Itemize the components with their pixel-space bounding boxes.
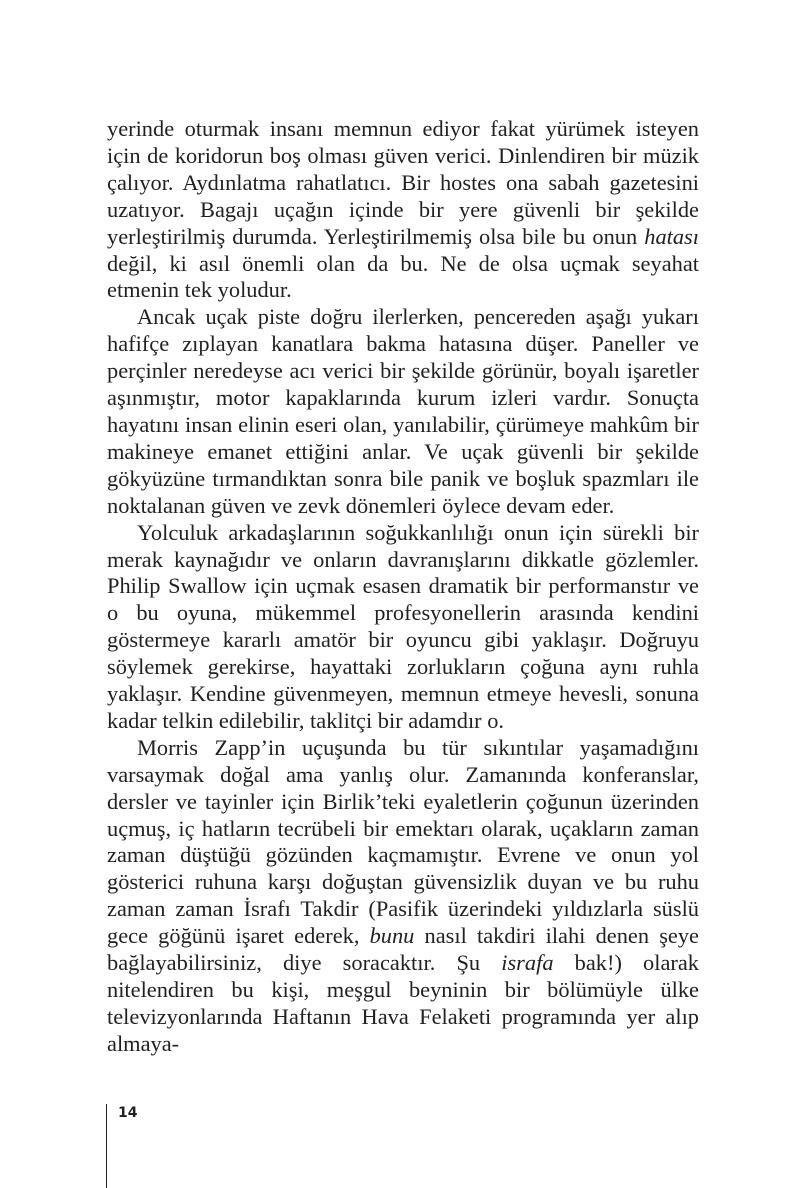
paragraph bbox=[107, 304, 699, 519]
text-run: bak!) olarak nitelendiren bu kişi, meşgul beyninin bir bölümüyle ülke televizyonlarında Haftanın Hava Felaketi programında yer alıp almaya- bbox=[107, 950, 699, 1056]
text-run: nasıl takdiri ilahi denen şeye bağlayabilirsiniz, diye soracaktır. Şu bbox=[107, 923, 699, 976]
text-run: değil, ki asıl önemli olan da bu. Ne de olsa uçmak seyahat etmenin tek yoludur. bbox=[107, 250, 699, 303]
paragraph bbox=[107, 116, 699, 304]
text-run: Morris Zapp’in uçuşunda bu tür sıkıntılar yaşamadığını varsaymak doğal ama yanlış olur. Zamanında konferanslar, dersler ve tayinler için Birlik’teki eyaletlerin çoğunun üzerinden uçmuş, iç hatların tecrübeli bir emektarı olarak, uçakların zaman zaman düştüğü gözünden kaçmamıştır. Evrene ve onun yol gösterici ruhuna karşı doğuştan güvensizlik duyan ve bu ruhu zaman zaman İsrafı Takdir (Pasifik üzerindeki yıldızlarla süslü gece göğünü işaret ederek, bbox=[107, 734, 699, 949]
page-number: 14 bbox=[118, 1105, 138, 1121]
paragraph bbox=[107, 520, 699, 735]
paragraph bbox=[107, 735, 699, 1058]
text-run: yerinde oturmak insanı memnun ediyor fakat yürümek isteyen için de koridorun boş olması güven verici. Dinlendiren bir müzik çalıyor. Aydınlatma rahatlatıcı. Bir hostes ona sabah gazetesini uzatıyor. Bagajı uçağın içinde bir yere güvenli bir şekilde yerleştirilmiş durumda. Yerleştirilmemiş olsa bile bu onun bbox=[107, 116, 699, 249]
body-text bbox=[107, 116, 699, 1058]
text-run: Yolculuk arkadaşlarının soğukkanlılığı onun için sürekli bir merak kaynağıdır ve onların davranışlarını dikkatle gözlemler. Philip Swallow için uçmak esasen dramatik bir performanstır ve o bu oyuna, mükemmel profesyonellerin arasında kendini göstermeye kararlı amatör bir oyuncu gibi yaklaşır. Doğruyu söylemek gerekirse, hayattaki zorlukların çoğuna aynı ruhla yaklaşır. Kendine güvenmeyen, memnun etmeye hevesli, sonuna kadar telkin edilebilir, taklitçi bir adamdır o. bbox=[107, 519, 699, 733]
italic-run: israfa bbox=[501, 950, 554, 976]
text-run: Ancak uçak piste doğru ilerlerken, pencereden aşağı yukarı hafifçe zıplayan kanatlara bakma hatasına düşer. Paneller ve perçinler neredeyse acı verici bir şekilde görünür, boyalı işaretler aşınmıştır, motor kapaklarında kurum izleri vardır. Sonuçta hayatını insan elinin eseri olan, yanılabilir, çürümeye mahkûm bir makineye emanet ettiğini anlar. Ve uçak güvenli bir şekilde gökyüzüne tırmandıktan sonra bile panik ve boşluk spazmları ile noktalanan güven ve zevk dönemleri öylece devam eder. bbox=[107, 304, 699, 518]
footer-rule bbox=[106, 1104, 107, 1188]
italic-run: hatası bbox=[644, 223, 699, 249]
italic-run: bunu bbox=[369, 923, 415, 949]
